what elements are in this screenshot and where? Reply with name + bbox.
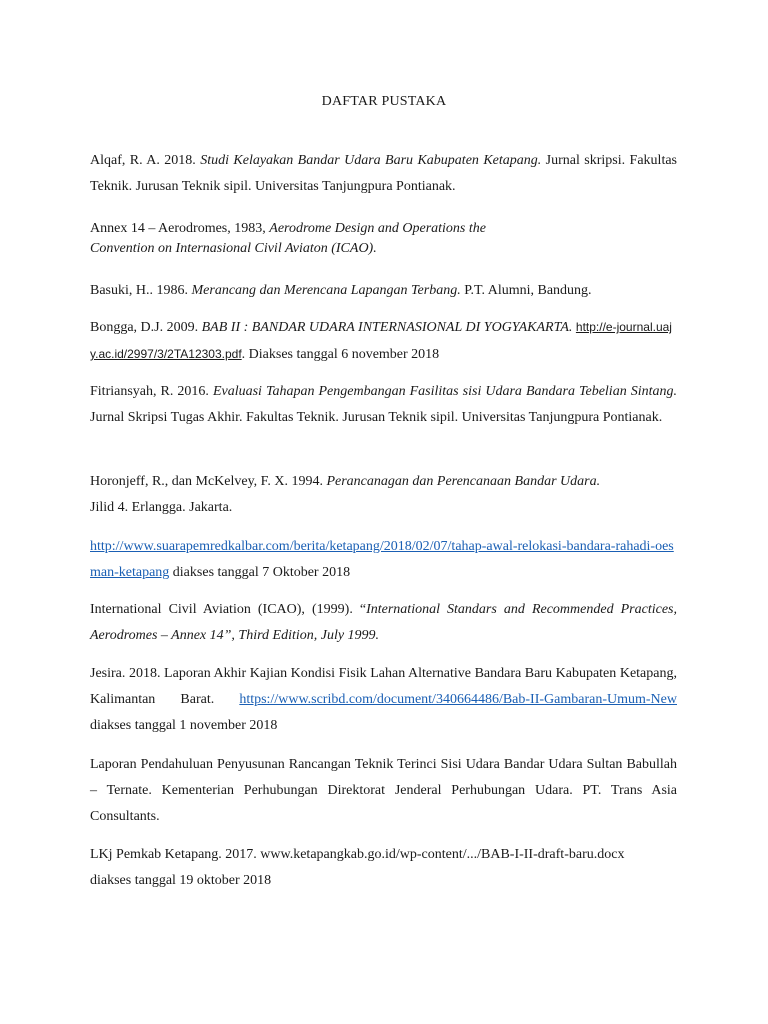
ref-access-date: diakses tanggal 1 november 2018 — [90, 718, 278, 733]
ref-title: International Standars and Recommended Practices, Aerodromes – Annex 14”, Third Edition, July 1999. — [90, 602, 677, 643]
ref-url-link[interactable]: http://e-journal.uajy.ac.id/2997/3/2TA12303.pdf — [90, 320, 672, 361]
ref-title: Studi Kelayakan Bandar Udara Baru Kabupaten Ketapang. — [200, 153, 542, 168]
ref-url-link[interactable]: https://www.scribd.com/document/340664486/Bab-II-Gambaran-Umum-New — [239, 692, 677, 707]
ref-author-year: International Civil Aviation (ICAO), (1999). “ — [90, 602, 367, 617]
ref-author-year: Horonjeff, R., dan McKelvey, F. X. 1994. — [90, 474, 327, 489]
reference-horonjeff — [90, 469, 677, 521]
ref-author-year: Annex 14 – Aerodromes, 1983, — [90, 221, 270, 236]
ref-title: Perancanagan dan Perencanaan Bandar Udara. — [326, 474, 601, 489]
reference-annex — [90, 219, 677, 259]
ref-access-date: diakses tanggal 19 oktober 2018 — [90, 873, 272, 888]
ref-title-continued: Convention on Internasional Civil Aviaton (ICAO). — [90, 241, 377, 256]
ref-text: Laporan Pendahuluan Penyusunan Rancangan Teknik Terinci Sisi Udara Bandar Udara Sultan Babullah – Ternate. Kementerian Perhubungan Direktorat Jenderal Perhubungan Udara. PT. Trans Asia Consultants. — [90, 757, 677, 824]
reference-bongga — [90, 314, 677, 368]
ref-author-year: Alqaf, R. A. 2018. — [90, 153, 201, 168]
page-title: DAFTAR PUSTAKA — [321, 94, 447, 109]
reference-basuki — [90, 278, 677, 304]
ref-publisher: Jurnal skripsi. Fakultas Teknik. Jurusan Teknik sipil. Universitas Tanjungpura Pontianak. — [90, 153, 677, 194]
ref-access-date: diakses tanggal 7 Oktober 2018 — [169, 565, 351, 580]
reference-alqaf — [90, 148, 677, 200]
ref-text: Jesira. 2018. Laporan Akhir Kajian Kondisi Fisik Lahan Alternative Bandara Baru Kabupaten Ketapang, Kalimantan Barat. — [90, 666, 677, 707]
ref-publisher: P.T. Alumni, Bandung. — [460, 283, 592, 298]
ref-text: LKj Pemkab Ketapang. 2017. www.ketapangkab.go.id/wp-content/.../BAB-I-II-draft-baru.docx — [90, 847, 625, 862]
reference-suarapemred — [90, 534, 677, 586]
reference-lkj — [90, 842, 677, 894]
ref-publisher: Jurnal Skripsi Tugas Akhir. Fakultas Teknik. Jurusan Teknik sipil. Universitas Tanjungpura Pontianak. — [90, 410, 663, 425]
ref-author-year: Bongga, D.J. 2009. — [90, 320, 202, 335]
ref-title: Aerodrome Design and Operations the — [269, 221, 486, 236]
reference-laporan — [90, 752, 677, 830]
reference-jesira — [90, 661, 677, 739]
ref-access-date: . Diakses tanggal 6 november 2018 — [241, 347, 440, 362]
reference-icao — [90, 597, 677, 649]
ref-author-year: Basuki, H.. 1986. — [90, 283, 192, 298]
ref-author-year: Fitriansyah, R. 2016. — [90, 384, 213, 399]
ref-url-link[interactable]: http://www.suarapemredkalbar.com/berita/ketapang/2018/02/07/tahap-awal-relokasi-bandara-rahadi-oesman-ketapang — [90, 539, 674, 580]
ref-title: Evaluasi Tahapan Pengembangan Fasilitas sisi Udara Bandara Tebelian Sintang. — [212, 384, 677, 399]
reference-fitriansyah — [90, 379, 677, 431]
ref-publisher: Jilid 4. Erlangga. Jakarta. — [90, 500, 233, 515]
ref-title: Merancang dan Merencana Lapangan Terbang. — [191, 283, 461, 298]
ref-title: BAB II : BANDAR UDARA INTERNASIONAL DI YOGYAKARTA. — [201, 320, 573, 335]
